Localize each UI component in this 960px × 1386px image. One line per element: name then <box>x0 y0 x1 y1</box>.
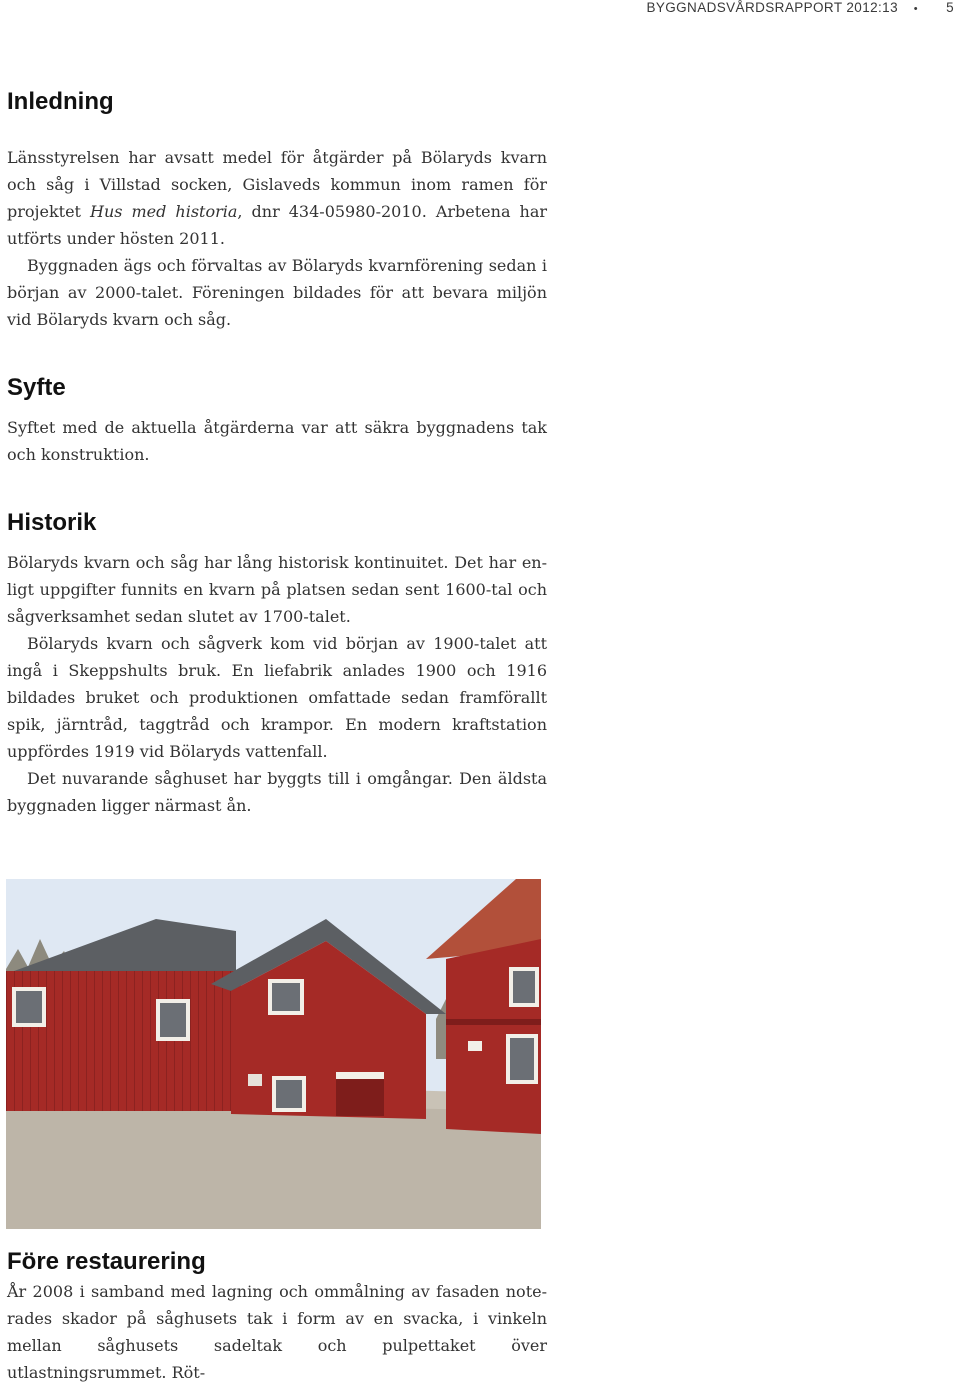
project-name: Hus med historia <box>90 202 238 221</box>
heading-inledning: Inledning <box>7 88 114 115</box>
heading-historik: Historik <box>7 509 97 536</box>
historik-paragraph-2: Bölaryds kvarn och sågverk kom vid början av 1900-talet att ingå i Skeppshults bruk. En liefabrik anlades 1900 och 1916 bildades bruket och produktionen omfattade sedan framförallt spik, järntråd, taggtråd och krampor. En modern kraftstation uppfördes 1919 vid Bölaryds vattenfall. <box>7 634 547 761</box>
inledning-p1-start: Länsstyrelsen har avsatt medel för åtgärder på Bölaryds kvarn och såg i Villstad socken, Gislaveds kommun inom ramen för projektet <box>7 148 547 221</box>
historik-paragraph-3: Det nuvarande såghuset har byggts till i omgångar. Den äldsta byggnaden ligger närmast ån. <box>7 769 547 815</box>
report-title: BYGGNADSVÅRDSRAPPORT 2012:13 <box>646 0 898 15</box>
fore-restaurering-paragraph-1: År 2008 i samband med lagning och ommålning av fasaden noterades skador på såghusets tak i form av en svacka, i vinkeln mellan såghusets sadeltak och pulpettaket över utlastningsrummet. Röt- <box>7 1282 547 1382</box>
historik-paragraph-1: Bölaryds kvarn och såg har lång historisk kontinuitet. Det har enligt uppgifter funnits en kvarn på platsen sedan sent 1600-tal och sågverksamhet sedan slutet av 1700-talet. <box>7 553 547 626</box>
heading-syfte: Syfte <box>7 374 66 401</box>
inledning-p1-end: , dnr 434-05980-2010. Arbetena har utförts under hösten 2011. <box>7 202 548 248</box>
sign-board <box>336 1072 384 1079</box>
header-separator: • <box>913 3 918 15</box>
inledning-paragraph-2: Byggnaden ägs och förvaltas av Bölaryds kvarnförening sedan i början av 2000-talet. Föreningen bildades för att bevara miljön vid Bölaryds kvarn och såg. <box>7 256 547 329</box>
sawmill-illustration <box>6 879 541 1229</box>
heading-fore-restaurering: Före restaurering <box>7 1248 206 1275</box>
page-number: 5 <box>946 0 954 15</box>
inledning-paragraph-1 <box>7 144 547 252</box>
sawmill-photo <box>6 879 541 1229</box>
wall-box <box>248 1074 262 1086</box>
middle-door <box>336 1074 384 1116</box>
running-header <box>0 0 960 20</box>
syfte-paragraph-1: Syftet med de aktuella åtgärderna var att säkra byggnadens tak och konstruktion. <box>7 418 547 464</box>
